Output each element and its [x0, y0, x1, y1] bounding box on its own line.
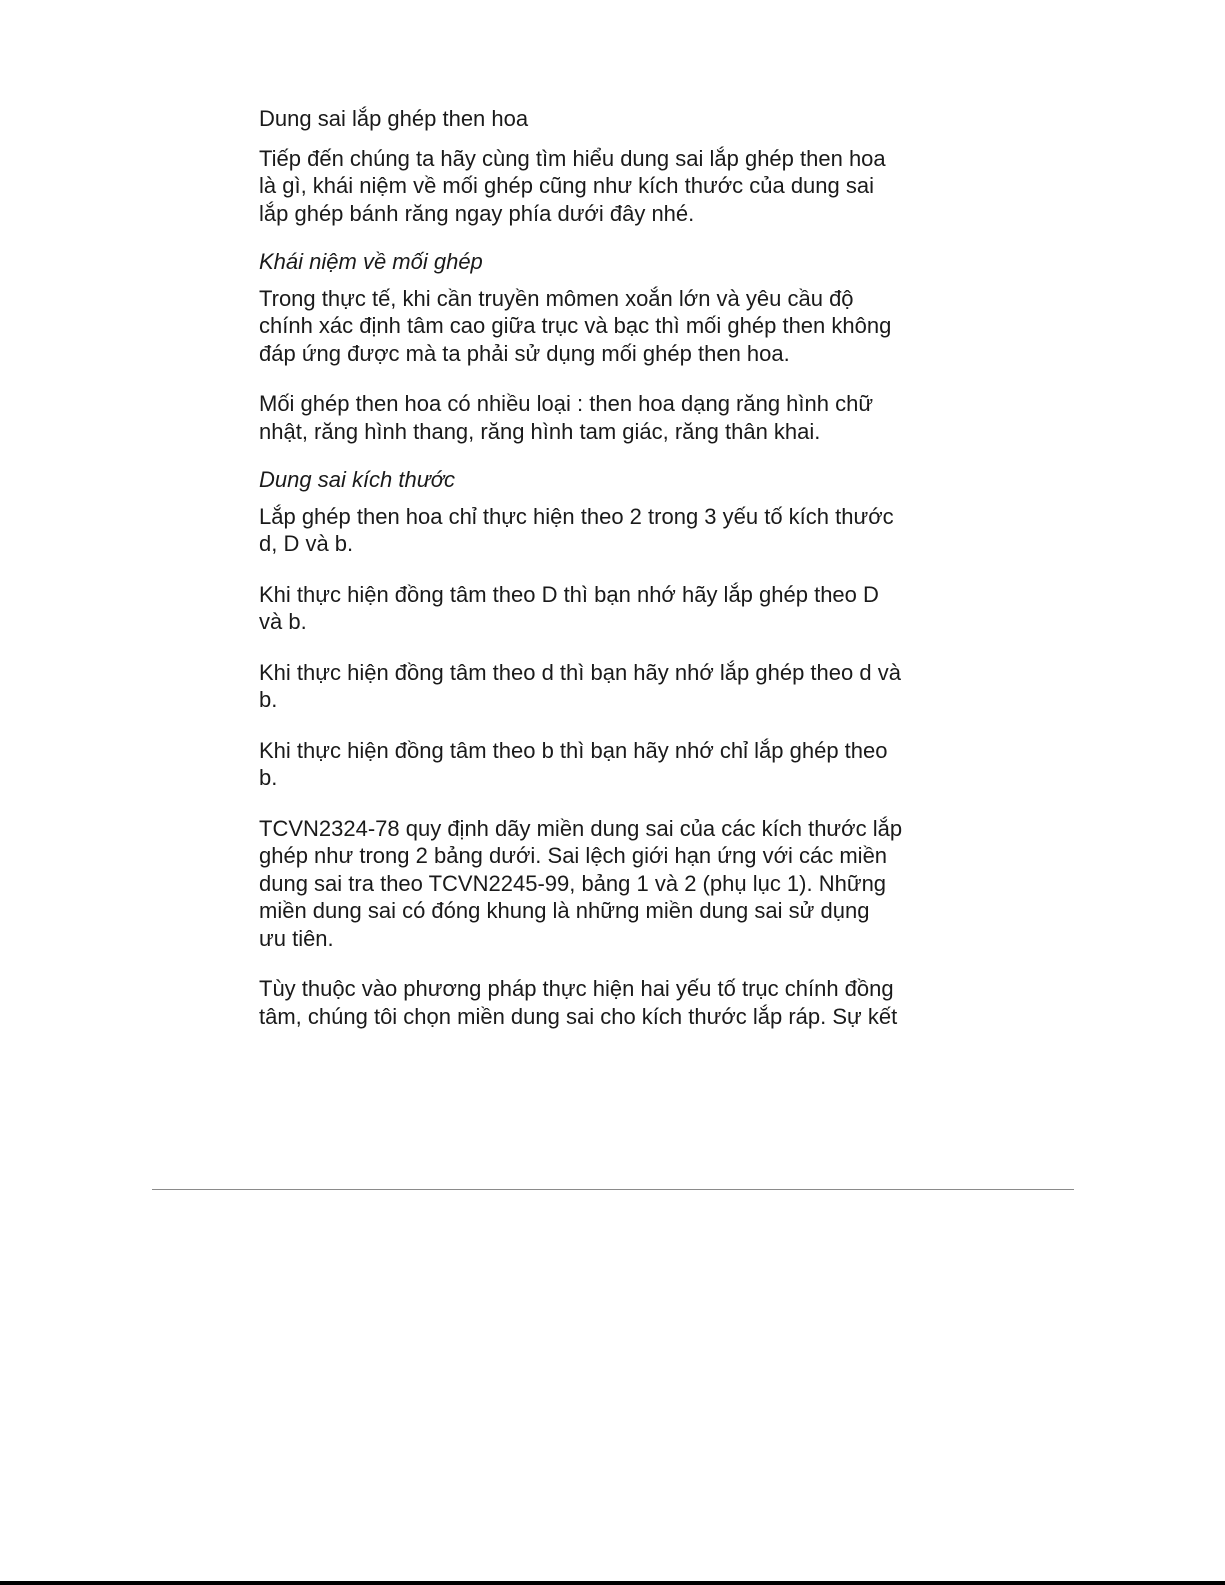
tolerance-paragraph-1 — [259, 503, 969, 558]
tolerance-paragraph-2 — [259, 581, 969, 636]
paragraph-line: ưu tiên. — [259, 925, 334, 951]
paragraph-line: dung sai tra theo TCVN2245-99, bảng 1 và 2 (phụ lục 1). Những — [259, 870, 887, 896]
paragraph-line: TCVN2324-78 quy định dãy miền dung sai của các kích thước lắp — [259, 815, 903, 841]
document-body — [259, 105, 969, 1030]
section-heading — [259, 105, 969, 133]
paragraph-line: Mối ghép then hoa có nhiều loại : then hoa dạng răng hình chữ — [259, 391, 874, 416]
tolerance-paragraph-6 — [259, 975, 969, 1030]
paragraph-line: ghép như trong 2 bảng dưới. Sai lệch giới hạn ứng với các miền — [259, 843, 888, 868]
subheading-tolerance — [259, 466, 969, 494]
paragraph-line: Khi thực hiện đồng tâm theo D thì bạn nhớ hãy lắp ghép theo D — [259, 581, 879, 607]
concept-paragraph-2 — [259, 390, 969, 445]
paragraph-line: miền dung sai có đóng khung là những miền dung sai sử dụng — [259, 898, 870, 923]
paragraph-line: tâm, chúng tôi chọn miền dung sai cho kích thước lắp ráp. Sự kết — [259, 1003, 898, 1029]
paragraph-line: Tiếp đến chúng ta hãy cùng tìm hiểu dung sai lắp ghép then hoa — [259, 145, 886, 171]
paragraph-line: lắp ghép bánh răng ngay phía dưới đây nhé. — [259, 200, 695, 226]
paragraph-line: đáp ứng được mà ta phải sử dụng mối ghép then hoa. — [259, 340, 790, 366]
subheading-text: Khái niệm về mối ghép — [259, 249, 483, 274]
paragraph-line: d, D và b. — [259, 531, 354, 556]
paragraph-line: là gì, khái niệm về mối ghép cũng như kích thước của dung sai — [259, 173, 875, 198]
footer-divider — [152, 1189, 1074, 1190]
paragraph-line: Tùy thuộc vào phương pháp thực hiện hai yếu tố trục chính đồng — [259, 976, 894, 1001]
subheading-concept — [259, 248, 969, 276]
page-bottom-border — [0, 1581, 1225, 1585]
paragraph-line: Trong thực tế, khi cần truyền mômen xoắn lớn và yêu cầu độ — [259, 285, 854, 311]
paragraph-line: chính xác định tâm cao giữa trục và bạc thì mối ghép then không — [259, 313, 892, 338]
paragraph-line: Khi thực hiện đồng tâm theo b thì bạn hãy nhớ chỉ lắp ghép theo — [259, 737, 888, 763]
paragraph-line: b. — [259, 765, 278, 790]
tolerance-paragraph-3 — [259, 659, 969, 714]
tolerance-paragraph-5 — [259, 815, 969, 953]
heading-text: Dung sai lắp ghép then hoa — [259, 106, 529, 131]
paragraph-line: nhật, răng hình thang, răng hình tam giác, răng thân khai. — [259, 418, 821, 444]
tolerance-paragraph-4 — [259, 737, 969, 792]
subheading-text: Dung sai kích thước — [259, 467, 455, 492]
paragraph-line: Khi thực hiện đồng tâm theo d thì bạn hãy nhớ lắp ghép theo d và — [259, 659, 901, 685]
intro-paragraph — [259, 145, 969, 228]
paragraph-line: b. — [259, 687, 278, 712]
paragraph-line: Lắp ghép then hoa chỉ thực hiện theo 2 trong 3 yếu tố kích thước — [259, 503, 894, 529]
concept-paragraph-1 — [259, 285, 969, 368]
paragraph-line: và b. — [259, 609, 307, 634]
